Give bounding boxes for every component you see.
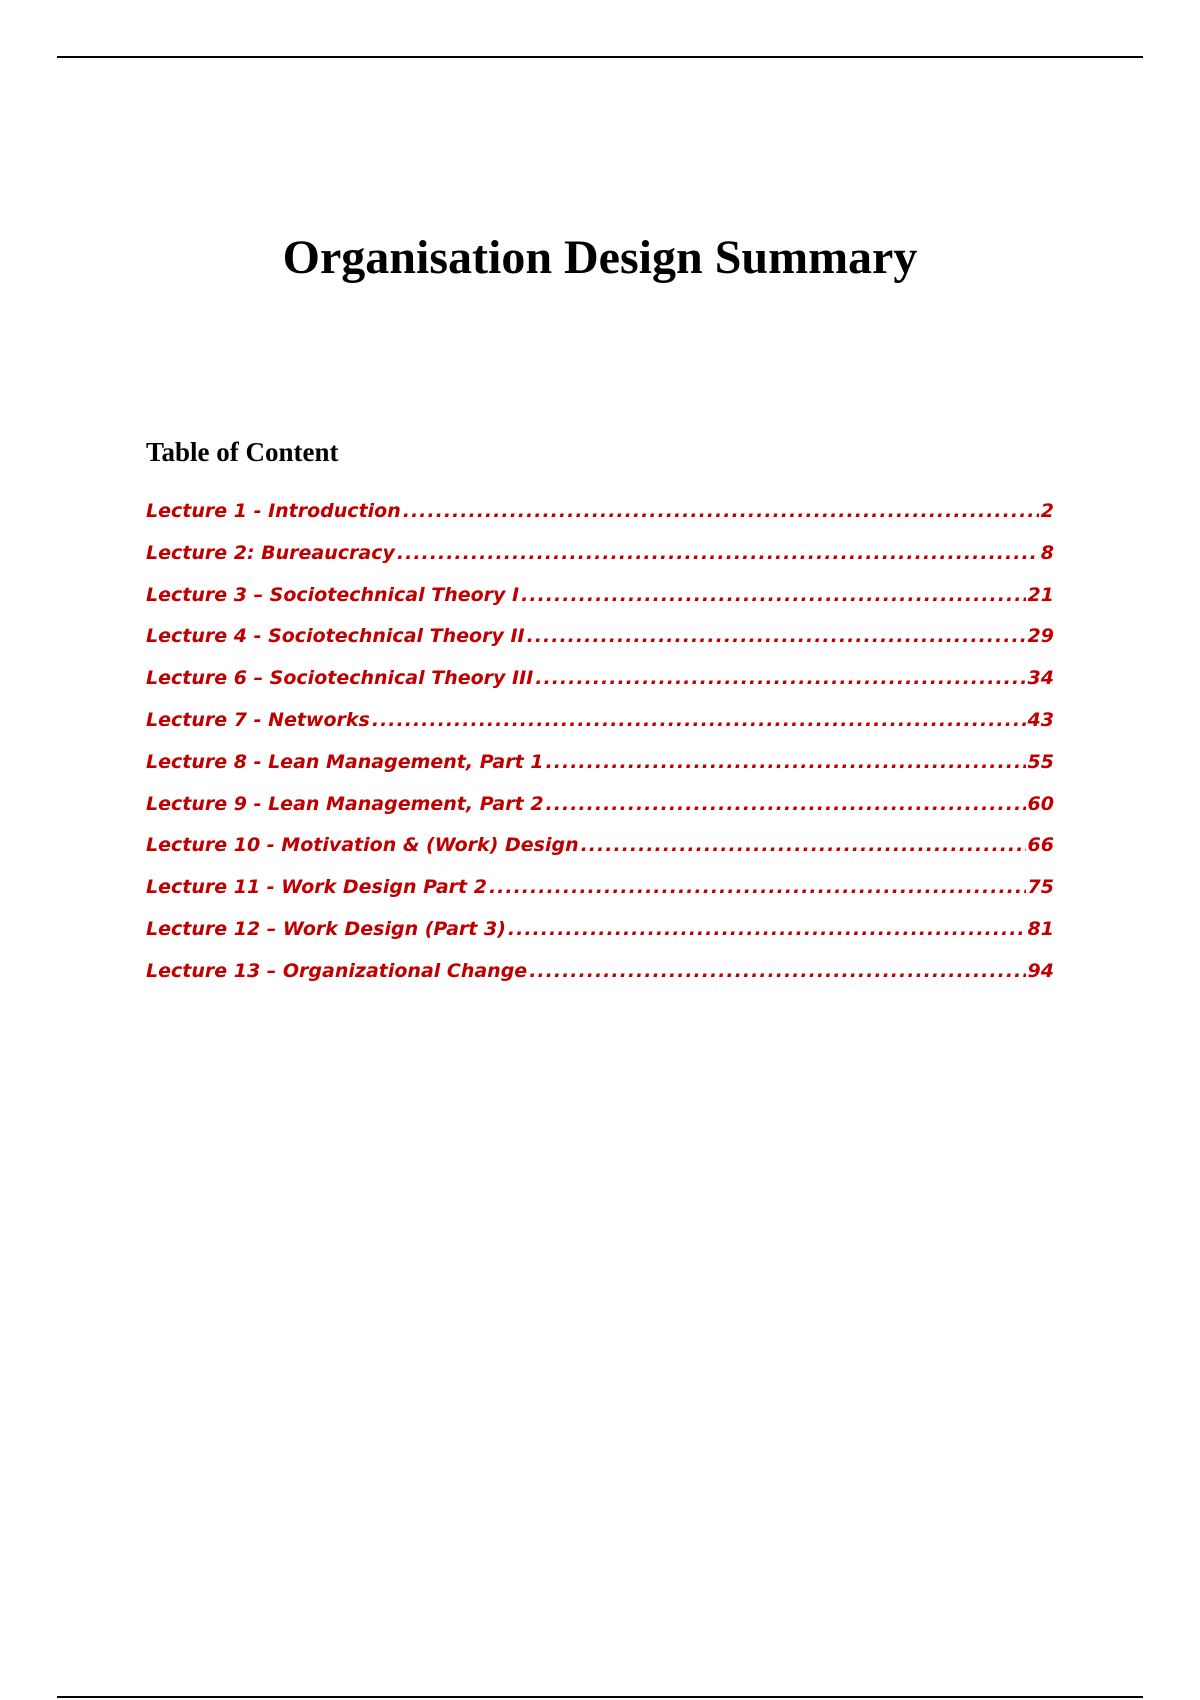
toc-page-number: 8 [1040,541,1054,564]
toc-page-number: 55 [1027,750,1054,773]
toc-dot-leader [403,494,1039,528]
toc-dot-leader [546,745,1026,779]
toc-dot-leader [521,578,1025,612]
toc-entry-lecture-1[interactable] [146,494,1054,536]
toc-entry-label: Lecture 6 – Sociotechnical Theory III [146,667,534,690]
toc-dot-leader [508,912,1026,946]
header-rule [57,56,1143,58]
toc-entry-lecture-11[interactable] [146,870,1054,912]
toc-entry-label: Lecture 7 - Networks [146,708,370,731]
toc-page-number: 2 [1040,500,1054,522]
toc-entry-lecture-4[interactable] [146,619,1054,661]
toc-entry-label: Lecture 13 – Organizational Change [146,959,528,982]
toc-dot-leader [546,787,1026,821]
toc-heading: Table of Content [146,437,339,467]
toc-dot-leader [581,828,1026,862]
table-of-contents [146,494,1054,996]
toc-entry-label: Lecture 11 - Work Design Part 2 [146,876,487,899]
toc-page-number: 29 [1027,625,1054,648]
toc-dot-leader [397,536,1039,570]
toc-page-number: 66 [1027,834,1054,857]
toc-entry-lecture-3[interactable] [146,578,1054,620]
toc-entry-lecture-8[interactable] [146,745,1054,787]
footer-rule [57,1696,1143,1698]
toc-entry-label: Lecture 9 - Lean Management, Part 2 [146,792,544,815]
toc-page-number: 21 [1027,583,1054,606]
toc-entry-lecture-10[interactable] [146,828,1054,870]
toc-entry-label: Lecture 4 - Sociotechnical Theory II [146,625,525,648]
toc-page-number: 81 [1027,917,1054,940]
toc-entry-label: Lecture 12 – Work Design (Part 3) [146,917,506,940]
toc-dot-leader [372,703,1026,737]
toc-page-number: 60 [1027,792,1054,815]
toc-entry-lecture-13[interactable] [146,954,1054,996]
toc-page-number: 34 [1027,667,1054,690]
document-title: Organisation Design Summary [282,231,918,284]
toc-page-number: 43 [1027,708,1054,731]
toc-dot-leader [527,619,1026,653]
toc-entry-label: Lecture 1 - Introduction [146,500,401,522]
toc-entry-lecture-7[interactable] [146,703,1054,745]
toc-page-number: 75 [1027,876,1054,899]
toc-entry-label: Lecture 2: Bureaucracy [146,541,395,564]
toc-entry-lecture-9[interactable] [146,787,1054,829]
toc-dot-leader [535,661,1025,695]
toc-entry-label: Lecture 10 - Motivation & (Work) Design [146,834,579,857]
toc-dot-leader [489,870,1026,904]
toc-dot-leader [529,954,1025,988]
toc-page-number: 94 [1027,959,1054,982]
toc-entry-label: Lecture 8 - Lean Management, Part 1 [146,750,544,773]
toc-entry-label: Lecture 3 – Sociotechnical Theory I [146,583,520,606]
toc-entry-lecture-2[interactable] [146,536,1054,578]
toc-entry-lecture-12[interactable] [146,912,1054,954]
toc-entry-lecture-6[interactable] [146,661,1054,703]
